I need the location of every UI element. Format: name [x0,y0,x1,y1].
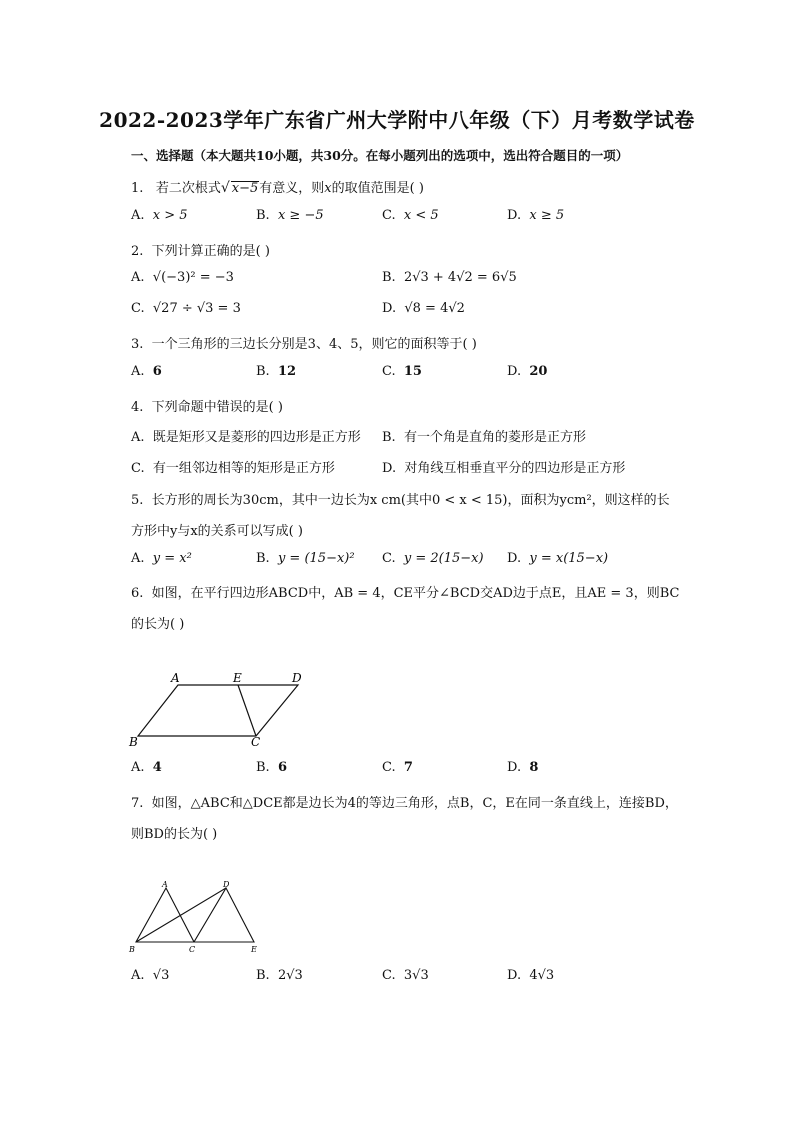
option-text: 15 [403,364,422,379]
option-a[interactable] [131,426,361,445]
question-number: 4. [131,400,144,415]
option-text: 6 [152,364,162,379]
option-text: y = 2(15−x) [403,551,484,566]
label-b: B [129,735,138,749]
question-text-continued: 的长为( ) [131,617,185,632]
option-text: x < 5 [403,208,439,223]
label-c: C [189,945,196,954]
option-label: B. [382,430,396,445]
option-text: x ≥ 5 [529,208,565,223]
option-label: B. [256,364,270,379]
option-c[interactable] [382,551,484,566]
option-label: B. [382,270,396,285]
question-text: 如图，△ABC和△DCE都是边长为4的等边三角形，点B，C，E在同一条直线上，连接BD， [151,796,678,811]
option-label: B. [256,968,270,983]
question-number: 2. [131,244,144,259]
page-title: 2022-2023学年广东省广州大学附中八年级（下）月考数学试卷 [99,108,695,132]
option-b[interactable] [256,968,303,983]
question-number: 6. [131,586,144,601]
option-label: B. [256,551,270,566]
option-a[interactable] [131,270,234,285]
option-b[interactable] [256,364,296,379]
option-c[interactable] [382,364,422,379]
option-text: 2√3 + 4√2 = 6√5 [403,270,517,285]
option-a[interactable] [131,760,162,775]
option-label: D. [382,301,397,316]
parallelogram-figure [126,668,316,752]
question-text: 下列计算正确的是( ) [151,244,270,259]
option-b[interactable] [382,270,517,285]
option-text: 4√3 [529,968,555,983]
option-text: √(−3)² = −3 [152,270,234,285]
option-text: 有一个角是直角的菱形是正方形 [403,430,586,445]
option-d[interactable] [382,457,625,476]
option-label: C. [382,968,396,983]
option-text: 8 [529,760,539,775]
option-text: 20 [529,364,548,379]
option-c[interactable] [382,208,439,223]
question-1 [131,177,424,196]
option-c[interactable] [131,457,335,476]
option-label: D. [507,364,522,379]
option-d[interactable] [382,301,465,316]
question-3 [131,333,477,352]
option-label: A. [131,208,145,223]
option-text: √27 ÷ √3 = 3 [152,301,241,316]
option-label: B. [256,208,270,223]
label-d: D [292,671,302,685]
option-text: y = (15−x)² [277,551,355,566]
option-text: 12 [277,364,297,379]
option-text: 对角线互相垂直平分的四边形是正方形 [404,461,626,476]
question-number: 5. [131,493,144,508]
label-b: B [129,945,135,954]
question-number: 1. [131,181,144,196]
label-e: E [233,671,242,685]
option-b[interactable] [382,426,586,445]
question-text: 下列命题中错误的是( ) [151,400,283,415]
label-a: A [171,671,180,685]
option-label: B. [256,760,270,775]
option-c[interactable] [382,760,413,775]
question-5 [131,489,670,508]
triangles-figure [126,878,266,954]
option-text: √8 = 4√2 [404,301,465,316]
option-label: A. [131,551,145,566]
option-text: 3√3 [403,968,429,983]
option-label: A. [131,968,145,983]
label-d: D [223,880,230,889]
option-label: C. [382,760,396,775]
option-label: D. [507,760,522,775]
option-text: x > 5 [152,208,188,223]
option-text: 6 [277,760,287,775]
label-c: C [251,735,261,749]
question-number: 7. [131,796,144,811]
question-text: 若二次根式 [155,181,221,196]
option-a[interactable] [131,551,192,566]
option-label: D. [507,208,522,223]
option-text: y = x² [152,551,192,566]
option-a[interactable] [131,208,188,223]
question-text: 一个三角形的三边长分别是3、4、5，则它的面积等于( ) [151,337,477,352]
option-b[interactable] [256,208,324,223]
option-label: D. [507,968,522,983]
option-label: C. [382,551,396,566]
question-7 [131,792,678,811]
variable: x [324,181,332,196]
option-text: 2√3 [277,968,303,983]
parallelogram-abcd [138,685,298,736]
question-text: 长方形的周长为30cm，其中一边长为x cm(其中0 < x < 15)，面积为ycm²，则这样的长 [151,493,670,508]
option-d[interactable] [507,364,547,379]
question-6 [131,582,679,601]
question-text-continued: 方形中y与x的关系可以写成( ) [131,524,303,539]
option-b[interactable] [256,551,355,566]
option-label: C. [131,301,145,316]
option-label: A. [131,364,145,379]
option-text: y = x(15−x) [529,551,609,566]
option-label: C. [131,461,145,476]
label-e: E [251,945,257,954]
option-text: 7 [403,760,413,775]
segment-ce [238,685,256,736]
option-text: √3 [152,968,170,983]
option-c[interactable] [131,301,241,316]
option-a[interactable] [131,968,169,983]
question-text: 有意义，则 [259,181,325,196]
question-text: 的取值范围是( ) [331,181,424,196]
segment-bd [136,888,226,942]
triangle-dce [194,888,254,942]
option-label: C. [382,364,396,379]
question-2 [131,240,270,259]
option-text: x ≥ −5 [277,208,324,223]
option-text: 4 [152,760,162,775]
option-b[interactable] [256,760,287,775]
section-heading: 一、选择题（本大题共10小题，共30分。在每小题列出的选项中，选出符合题目的一项） [131,148,629,163]
radicand: x−5 [231,181,259,196]
question-text-continued: 则BD的长为( ) [131,827,218,842]
option-d[interactable] [507,208,564,223]
triangle-abc [136,888,194,942]
option-d[interactable] [507,968,554,983]
option-label: D. [382,461,397,476]
question-number: 3. [131,337,144,352]
option-a[interactable] [131,364,162,379]
sqrt-sign: √ [220,180,230,196]
option-label: C. [382,208,396,223]
option-c[interactable] [382,968,429,983]
option-label: A. [131,270,145,285]
question-text: 如图，在平行四边形ABCD中，AB = 4，CE平分∠BCD交AD边于点E，且AE = 3，则BC [151,586,680,601]
label-a: A [162,880,168,889]
question-4 [131,396,283,415]
option-text: 既是矩形又是菱形的四边形是正方形 [152,430,361,445]
option-d[interactable] [507,551,608,566]
option-d[interactable] [507,760,538,775]
option-label: D. [507,551,522,566]
option-text: 有一组邻边相等的矩形是正方形 [152,461,335,476]
option-label: A. [131,430,145,445]
option-label: A. [131,760,145,775]
